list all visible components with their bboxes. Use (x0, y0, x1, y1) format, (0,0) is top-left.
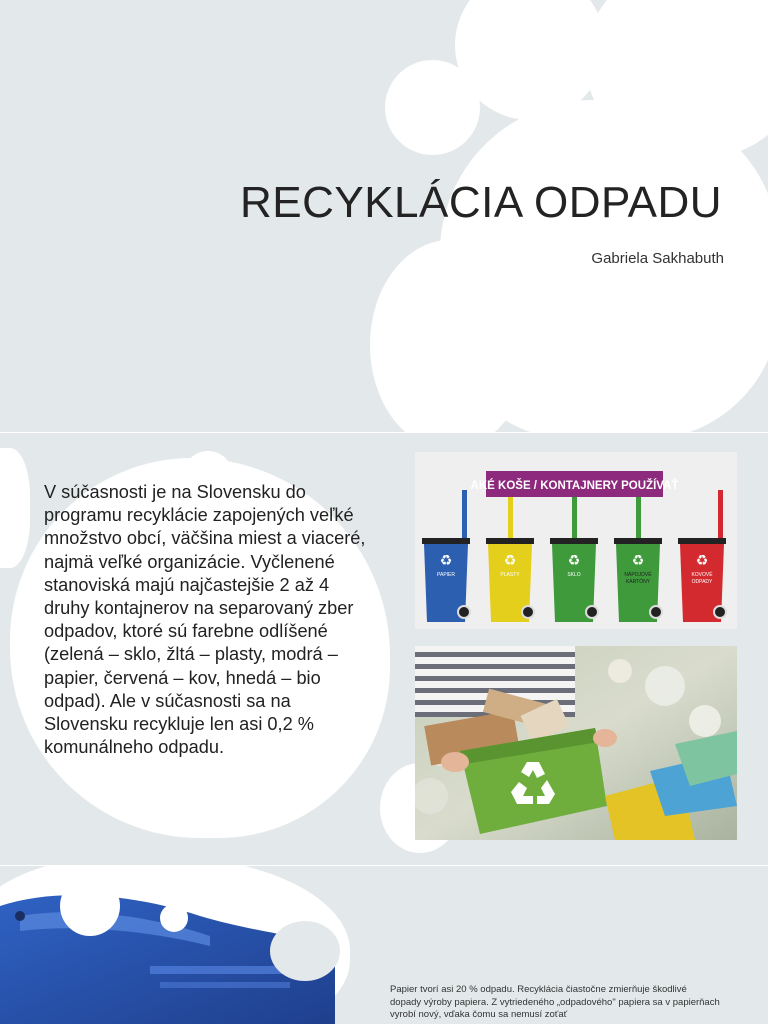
decorative-blob (270, 921, 340, 981)
recycling-bins-infographic (415, 452, 737, 629)
bin-label: KARTÓNY (625, 579, 651, 585)
decorative-blob (160, 904, 188, 932)
banner-text: AKÉ KOŠE / KONTAJNERY POUŽÍVAŤ (470, 480, 679, 492)
presentation-title: RECYKLÁCIA ODPADU (239, 178, 722, 227)
recycle-icon: ♻ (439, 552, 453, 568)
bins-illustration (415, 452, 737, 629)
recycle-icon: ♻ (503, 552, 517, 568)
bin-label: PAPIER (437, 572, 455, 578)
bin-label: SKLO (567, 572, 581, 578)
decorative-blob (536, 48, 572, 84)
paper-slide (0, 866, 768, 1024)
title-slide (0, 0, 768, 432)
bin-label: KOVOVÉ (691, 572, 713, 578)
recycle-icon: ♻ (695, 552, 709, 568)
recycling-photo (415, 646, 737, 840)
recycle-icon: ♻ (631, 552, 645, 568)
recycle-icon: ♻ (567, 552, 581, 568)
bin-label: PLASTY (500, 572, 520, 578)
photo-illustration (415, 646, 737, 840)
paper-paragraph: Papier tvorí asi 20 % odpadu. Recyklácia čiastočne zmierňuje škodlivé dopady výroby papiera. Z vytriedeného „odpadového" papiera sa v papierňach vyrobí nový, vďaka čomu sa nemusí zoťať (390, 984, 720, 1020)
bin-label: NÁPOJOVÉ (624, 572, 652, 578)
content-slide (0, 433, 768, 865)
decorative-blob (0, 448, 30, 568)
decorative-blob (715, 10, 768, 70)
decorative-blob (60, 876, 120, 936)
author-name: Gabriela Sakhabuth (591, 250, 724, 267)
bin-label: ODPADY (691, 579, 713, 585)
recycling-paragraph: V súčasnosti je na Slovensku do programu recyklácie zapojených veľké množstvo obcí, väčšina miest a viaceré, najmä veľké organizácie. Vyčlenené stanoviská majú najčastejšie 2 až 4 druhy kontajnerov na separovaný zber odpadov, ktoré sú farebne odlíšené (zelená – sklo, žltá – plasty, modrá – papier, červená – kov, hnedá – bio odpad). Ale v súčasnosti sa na Slovensku recykluje len asi 0,2 % komunálneho odpadu. (44, 482, 366, 758)
